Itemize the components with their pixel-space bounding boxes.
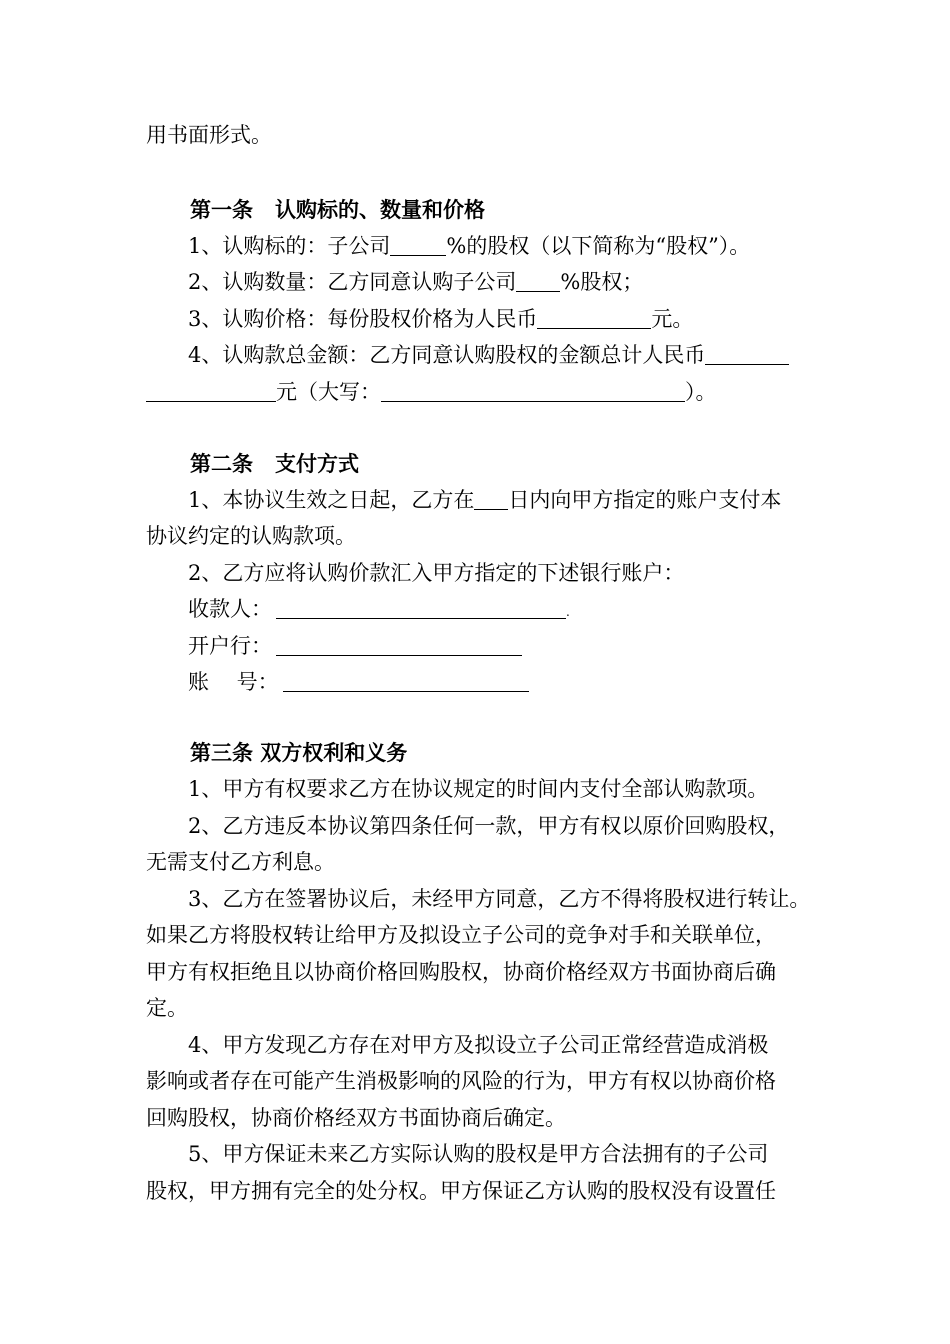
percent-blank-1[interactable]: [390, 235, 446, 256]
article-3-line-8: 4、甲方发现乙方存在对甲方及拟设立子公司正常经营造成消极: [188, 1033, 769, 1057]
account-field: [188, 669, 529, 695]
article-3-line-12: 股权，甲方拥有完全的处分权。甲方保证乙方认购的股权没有设置任: [146, 1179, 776, 1203]
article-2-heading: [190, 451, 359, 477]
article-2-number: 第二条: [190, 451, 253, 476]
article-3-line-4: 3、乙方在签署协议后，未经甲方同意，乙方不得将股权进行转让。: [188, 887, 811, 911]
article-1-heading: [190, 197, 485, 223]
article-1-item-3: 3、认购价格：每份股权价格为人民币 元。: [188, 307, 694, 331]
percent-blank-2[interactable]: [516, 271, 560, 292]
article-3-line-5: 如果乙方将股权转让给甲方及拟设立子公司的竞争对手和关联单位，: [146, 923, 776, 947]
article-1-title: 认购标的、数量和价格: [275, 197, 485, 222]
bank-field: [188, 633, 522, 659]
article-3-line-9: 影响或者存在可能产生消极影响的风险的行为，甲方有权以协商价格: [146, 1069, 776, 1093]
amount-in-words-blank[interactable]: [381, 381, 685, 402]
article-1-item-4-cont: 元（大写： ）。: [146, 379, 717, 405]
article-2-item-1-cont: 协议约定的认购款项。: [146, 524, 356, 548]
payee-label: 收款人：: [188, 597, 272, 621]
article-2-item-2: 2、乙方应将认购价款汇入甲方指定的下述银行账户：: [188, 561, 685, 585]
article-1-number: 第一条: [190, 197, 253, 222]
payee-field: 收款人： .: [188, 597, 570, 621]
article-3-line-7: 定。: [146, 996, 188, 1020]
article-1-item-2: 2、认购数量：乙方同意认购子公司 %股权；: [188, 270, 644, 294]
article-3-line-1: 1、甲方有权要求乙方在协议规定的时间内支付全部认购款项。: [188, 777, 769, 801]
bank-label: 开户行：: [188, 634, 272, 658]
payee-blank[interactable]: [276, 598, 566, 619]
article-3-line-3: 无需支付乙方利息。: [146, 850, 335, 874]
article-1-item-4: 4、认购款总金额：乙方同意认购股权的金额总计人民币: [188, 342, 789, 368]
article-3-line-10: 回购股权，协商价格经双方书面协商后确定。: [146, 1106, 566, 1130]
article-3-line-6: 甲方有权拒绝且以协商价格回购股权，协商价格经双方书面协商后确: [146, 960, 776, 984]
article-3-line-2: 2、乙方违反本协议第四条任何一款，甲方有权以原价回购股权，: [188, 814, 790, 838]
article-2-title: 支付方式: [275, 451, 359, 476]
account-label: 账 号：: [188, 670, 279, 694]
article-3-heading: 第三条 双方权利和义务: [190, 740, 408, 765]
article-3-line-11: 5、甲方保证未来乙方实际认购的股权是甲方合法拥有的子公司: [188, 1142, 769, 1166]
bank-blank[interactable]: [276, 635, 522, 656]
continuation-text: 用书面形式。: [146, 123, 272, 147]
total-amount-blank-a[interactable]: [705, 344, 789, 365]
days-blank[interactable]: [474, 489, 508, 510]
article-1-item-1: 1、认购标的：子公司 %的股权（以下简称为“股权”）。: [188, 234, 751, 258]
total-amount-blank-b[interactable]: [146, 381, 276, 402]
account-blank[interactable]: [283, 671, 529, 692]
price-blank[interactable]: [537, 308, 651, 329]
article-2-item-1: 1、本协议生效之日起，乙方在 日内向甲方指定的账户支付本: [188, 488, 782, 512]
